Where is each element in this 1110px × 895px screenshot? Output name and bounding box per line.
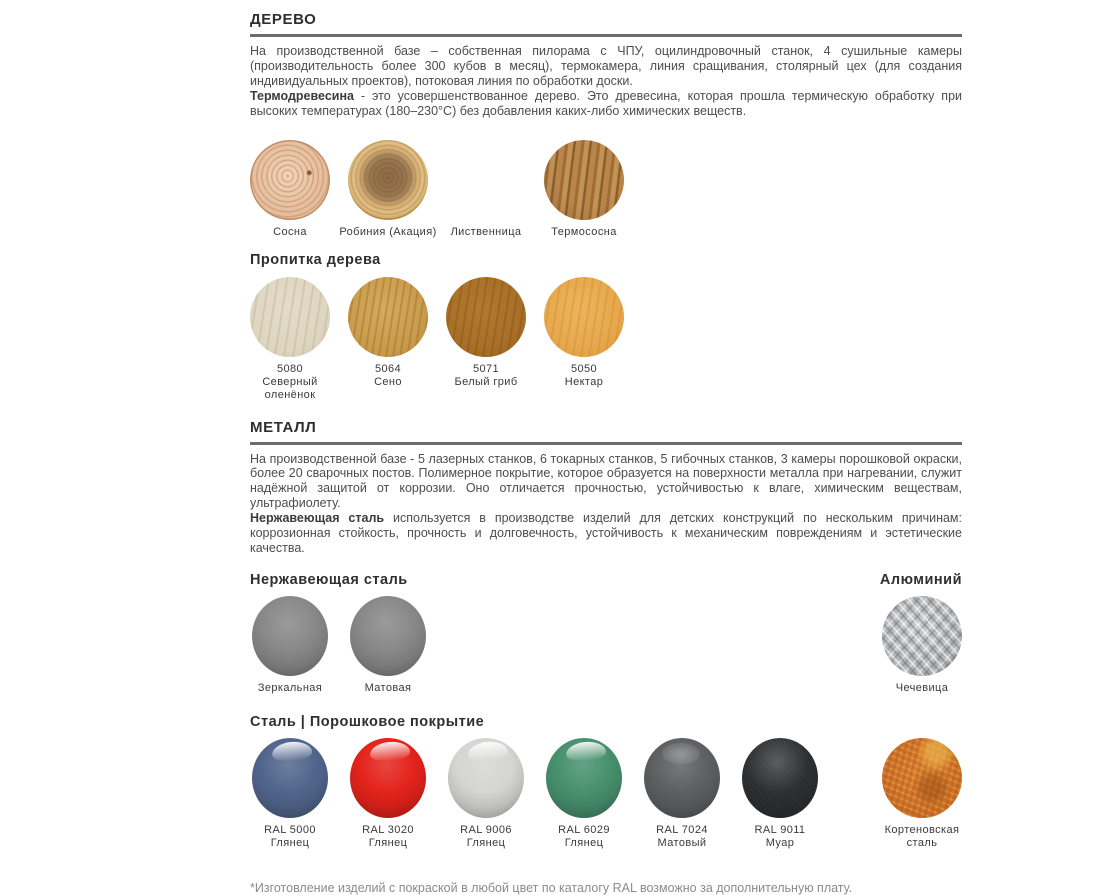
ral-6029-swatch [546, 738, 622, 818]
swatch-code: 5080 [276, 362, 304, 375]
powder-coat-row [250, 738, 962, 850]
swatch-label: Матовая [364, 681, 412, 694]
larch-wood-swatch [446, 140, 526, 220]
swatch-label: Сено [374, 375, 402, 388]
mirror-steel-swatch [252, 596, 328, 676]
swatch-label: Северный оленёнок [262, 375, 318, 401]
swatch-finish: Матовый [657, 836, 707, 849]
impregnation-5080-swatch [250, 277, 330, 357]
powder-item-ral5000 [250, 738, 330, 850]
swatch-finish: Глянец [270, 836, 310, 849]
ral-9006-swatch [448, 738, 524, 818]
swatch-label: Чечевица [895, 681, 949, 694]
matte-steel-swatch [350, 596, 426, 676]
swatch-code: RAL 3020 [362, 823, 414, 836]
pine-wood-swatch [250, 140, 330, 220]
swatch-label: Зеркальная [257, 681, 323, 694]
thermowood-lead: Термодревесина [250, 88, 354, 103]
swatch-label: Робиния (Акация) [339, 225, 437, 238]
impregnation-item-5071 [446, 277, 526, 389]
swatch-label: Нектар [564, 375, 604, 388]
swatch-label: Сосна [273, 225, 307, 238]
wood-species-item-robinia [339, 140, 437, 239]
wood-species-item-pine [250, 140, 330, 239]
impregnation-item-5050 [544, 277, 624, 389]
wood-species-row [250, 140, 962, 239]
swatch-finish: Глянец [466, 836, 506, 849]
thermowood-text: - это усовершенствованное дерево. Это древесина, которая прошла термическую обработку при высоких температурах (180–230°С) без добавления каких-либо химических веществ. [250, 88, 962, 118]
wood-intro-text: На производственной базе – собственная пилорама с ЧПУ, оцилиндровочный станок, 4 сушильные камеры (производительность более 300 кубов в месяц), термокамера, линия сращивания, столярный цех (для создания индивидуальных проектов), потоковая линия по обработки доски. [250, 44, 962, 88]
swatch-finish: Глянец [368, 836, 408, 849]
impregnation-heading: Пропитка дерева [250, 251, 381, 268]
swatch-code: 5064 [374, 362, 402, 375]
impregnation-5064-swatch [348, 277, 428, 357]
powder-item-ral9011 [740, 738, 820, 850]
swatch-code: RAL 9011 [754, 823, 806, 836]
swatch-label: Лиственница [450, 225, 522, 238]
checkerplate-aluminum-swatch [882, 596, 962, 676]
aluminum-heading: Алюминий [879, 571, 962, 588]
swatch-finish: Глянец [564, 836, 604, 849]
wood-intro-paragraph [250, 44, 962, 89]
swatch-code: 5050 [570, 362, 598, 375]
metal-section-heading: МЕТАЛЛ [250, 419, 962, 445]
aluminum-item-lentil [882, 596, 962, 695]
stainless-row [250, 596, 962, 695]
stainless-text: используется в производстве изделий для детских конструкций по нескольким причинам: коррозионная стойкость, прочность и долговечность, устойчивость к механическим повреждениям и эстетические качества. [250, 511, 962, 555]
stainless-lead: Нержавеющая сталь [250, 511, 385, 526]
metal-intro-paragraph [250, 452, 962, 512]
swatch-code: RAL 7024 [656, 823, 708, 836]
swatch-code: RAL 9006 [460, 823, 512, 836]
wood-section-heading: ДЕРЕВО [250, 11, 962, 37]
swatch-label: Белый гриб [454, 375, 518, 388]
wood-species-item-larch [446, 140, 526, 239]
swatch-code: 5071 [472, 362, 500, 375]
swatch-label: Термососна [551, 225, 617, 238]
metal-subheadings-row [250, 572, 962, 588]
metal-intro-text: На производственной базе - 5 лазерных станков, 6 токарных станков, 5 гибочных станков, 3 камеры порошковой окраски, более 20 сварочных постов. Полимерное покрытие, которое образуется на поверхности металла при нагревании, служит надёжной защитой от коррозии. Оно отличается прочностью, устойчивостью к влаге, химическим веществам, ультрафиолету. [250, 451, 962, 511]
ral-3020-swatch [350, 738, 426, 818]
ral-painting-note: *Изготовление изделий с покраской в любой цвет по каталогу RAL возможно за дополнительную плату. [250, 880, 853, 895]
stainless-item-mirror [250, 596, 330, 695]
impregnation-item-5080 [250, 277, 330, 402]
stainless-item-matte [348, 596, 428, 695]
impregnation-5071-swatch [446, 277, 526, 357]
powder-item-ral9006 [446, 738, 526, 850]
powder-coating-heading: Сталь | Порошковое покрытие [250, 713, 485, 730]
corten-steel-item [882, 738, 962, 850]
swatch-label: Кортеновская сталь [884, 823, 960, 849]
stainless-paragraph [250, 511, 962, 556]
impregnation-row [250, 277, 962, 402]
ral-9011-swatch [742, 738, 818, 818]
swatch-code: RAL 5000 [264, 823, 316, 836]
impregnation-5050-swatch [544, 277, 624, 357]
corten-steel-swatch [882, 738, 962, 818]
powder-item-ral3020 [348, 738, 428, 850]
thermowood-paragraph [250, 89, 962, 119]
wood-species-item-thermopine [544, 140, 624, 239]
impregnation-item-5064 [348, 277, 428, 389]
swatch-code: RAL 6029 [558, 823, 610, 836]
page-content [250, 0, 962, 895]
stainless-steel-heading: Нержавеющая сталь [250, 571, 408, 588]
ral-7024-swatch [644, 738, 720, 818]
powder-item-ral7024 [642, 738, 722, 850]
thermopine-wood-swatch [544, 140, 624, 220]
robinia-wood-swatch [348, 140, 428, 220]
powder-item-ral6029 [544, 738, 624, 850]
swatch-finish: Муар [765, 836, 795, 849]
ral-5000-swatch [252, 738, 328, 818]
